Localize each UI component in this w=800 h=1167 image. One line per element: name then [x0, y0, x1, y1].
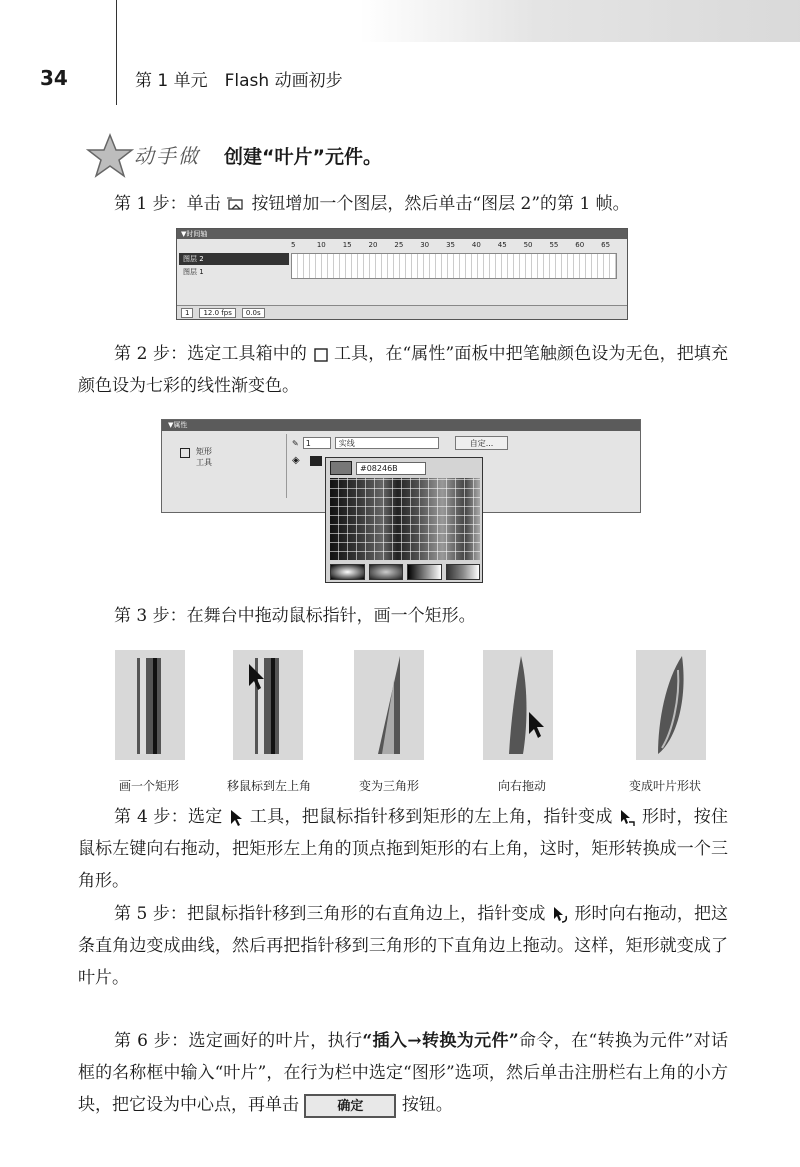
ruler-tick: 35: [446, 241, 455, 249]
color-picker: [325, 457, 483, 583]
timeline-statusbar: [177, 305, 627, 319]
step-6-text: 选定画好的叶片，执行: [188, 1031, 363, 1051]
stroke-controls: [292, 436, 508, 450]
step-5-text: 把鼠标指针移到三角形的右直角边上，指针变成: [186, 904, 546, 924]
step-6-paragraph: [78, 1025, 728, 1121]
step-4-text-cont: 形时，按住鼠标左键向右拖动，把矩形左上角的顶点拖到矩形的右上角，这时，矩形转换成一个三角形。: [78, 807, 729, 891]
pencil-icon[interactable]: ✎: [292, 438, 299, 448]
step-4-text: 选定: [187, 807, 223, 827]
gradient-swatch[interactable]: [446, 564, 481, 580]
rectangle-tool-icon: [180, 448, 190, 458]
ruler-tick: 15: [342, 241, 352, 249]
step-1-text: 单击: [186, 194, 221, 214]
frame-grid[interactable]: [291, 253, 617, 279]
step-3-label: 第 3 步：: [114, 606, 187, 626]
selection-tool-icon: [228, 809, 244, 827]
step-2-paragraph: [78, 338, 728, 402]
section-badge: 动手做: [134, 144, 200, 168]
gradient-swatch[interactable]: [330, 564, 365, 580]
layer-row-1[interactable]: [179, 266, 289, 278]
timeline-title: ▼时间轴: [177, 229, 627, 239]
step-2-label: 第 2 步：: [114, 344, 188, 364]
stroke-style-select[interactable]: 实线: [335, 437, 439, 449]
stroke-width-field[interactable]: 1: [303, 437, 331, 449]
layer-name: 图层 1: [183, 268, 204, 276]
gradient-swatch[interactable]: [407, 564, 442, 580]
properties-title: ▼属性: [162, 420, 640, 431]
illustration-caption: 向右拖动: [497, 779, 546, 793]
step-5-paragraph: [78, 898, 728, 994]
step-1-label: 第 1 步：: [114, 194, 187, 214]
ok-button: 确定: [304, 1094, 396, 1118]
hex-input[interactable]: #08246B: [356, 462, 426, 475]
custom-button[interactable]: 自定...: [455, 436, 509, 450]
illustration-caption: 画一个矩形: [118, 779, 179, 793]
step-3-text: 在舞台中拖动鼠标指针，画一个矩形。: [186, 606, 476, 626]
step-4-paragraph: [78, 801, 728, 897]
step-1-text-cont: 按钮增加一个图层，然后单击“图层 2”的第 1 帧。: [251, 194, 630, 214]
ruler-tick: 5: [291, 241, 296, 249]
header-divider: [116, 0, 117, 105]
timeline-panel: [176, 228, 628, 320]
triangle-shape-illustration: [354, 650, 424, 760]
rectangle-tool-icon: [313, 347, 329, 363]
cursor-at-corner-illustration: [233, 650, 303, 760]
divider: [286, 434, 287, 498]
gradient-swatch[interactable]: [369, 564, 404, 580]
ruler-tick: 25: [394, 241, 404, 249]
tool-info: [180, 446, 212, 468]
corner-cursor-icon: [618, 809, 636, 827]
tool-name: 矩形 工具: [196, 447, 212, 467]
step-3-paragraph: [78, 600, 728, 632]
curve-cursor-icon: [551, 906, 569, 924]
step-4-label: 第 4 步：: [114, 807, 188, 827]
step-6-label: 第 6 步：: [114, 1031, 189, 1051]
illustration-caption: 移鼠标到左上角: [226, 779, 311, 793]
ruler-tick: 20: [368, 241, 378, 249]
ruler-tick: 45: [497, 241, 507, 249]
drag-right-illustration: [483, 650, 553, 760]
ruler-tick: 10: [316, 241, 326, 249]
chapter-title: 第 1 单元 Flash 动画初步: [135, 71, 343, 91]
paint-bucket-icon[interactable]: ◈: [292, 455, 300, 466]
timeline-ruler: [291, 241, 627, 253]
ruler-tick: 65: [601, 241, 611, 249]
page-number: 34: [40, 66, 68, 90]
ruler-tick: 40: [471, 241, 481, 249]
layer-name: 图层 2: [183, 255, 204, 263]
color-swatch-grid[interactable]: [330, 478, 480, 560]
step-4-text-mid: 工具，把鼠标指针移到矩形的左上角，指针变成: [249, 807, 613, 827]
header-decoration: [360, 0, 800, 42]
insert-layer-icon: [226, 197, 246, 213]
step-2-text-cont: 工具，在“属性”面板中把笔触颜色设为无色，把填充颜色设为七彩的线性渐变色。: [78, 344, 729, 396]
ruler-tick: 50: [523, 241, 533, 249]
rectangle-shape-illustration: [115, 650, 185, 760]
elapsed-time: 0.0s: [242, 308, 265, 318]
step-2-text: 选定工具箱中的: [187, 344, 307, 364]
star-icon: [86, 132, 134, 180]
ruler-tick: 55: [549, 241, 559, 249]
menu-command: “插入→转换为元件”: [362, 1031, 519, 1051]
step-6-text-end: 按钮。: [401, 1095, 453, 1115]
color-preview: [330, 461, 352, 475]
step-6-text-cont: 命令，在“转换为元件”对话框的名称框中输入“叶片”，在行为栏中选定“图形”选项，然后单击注册栏右上角的小方块，把它设为中心点，再单击: [78, 1031, 729, 1115]
step-1-paragraph: [78, 188, 728, 220]
layer-row-2[interactable]: [179, 253, 289, 265]
illustration-caption: 变为三角形: [358, 779, 419, 793]
step-5-label: 第 5 步：: [114, 904, 187, 924]
fill-color-swatch[interactable]: [310, 456, 322, 466]
gradient-swatches: [330, 564, 480, 580]
frame-rate: 12.0 fps: [199, 308, 235, 318]
ruler-tick: 30: [420, 241, 430, 249]
step-5-text-cont: 形时向右拖动，把这条直角边变成曲线，然后再把指针移到三角形的下直角边上拖动。这样，矩形就变成了叶片。: [78, 904, 729, 988]
illustration-caption: 变成叶片形状: [628, 779, 701, 793]
section-title: 创建“叶片”元件。: [224, 146, 382, 168]
current-frame: 1: [181, 308, 193, 318]
leaf-shape-illustration: [636, 650, 706, 760]
ruler-tick: 60: [575, 241, 585, 249]
